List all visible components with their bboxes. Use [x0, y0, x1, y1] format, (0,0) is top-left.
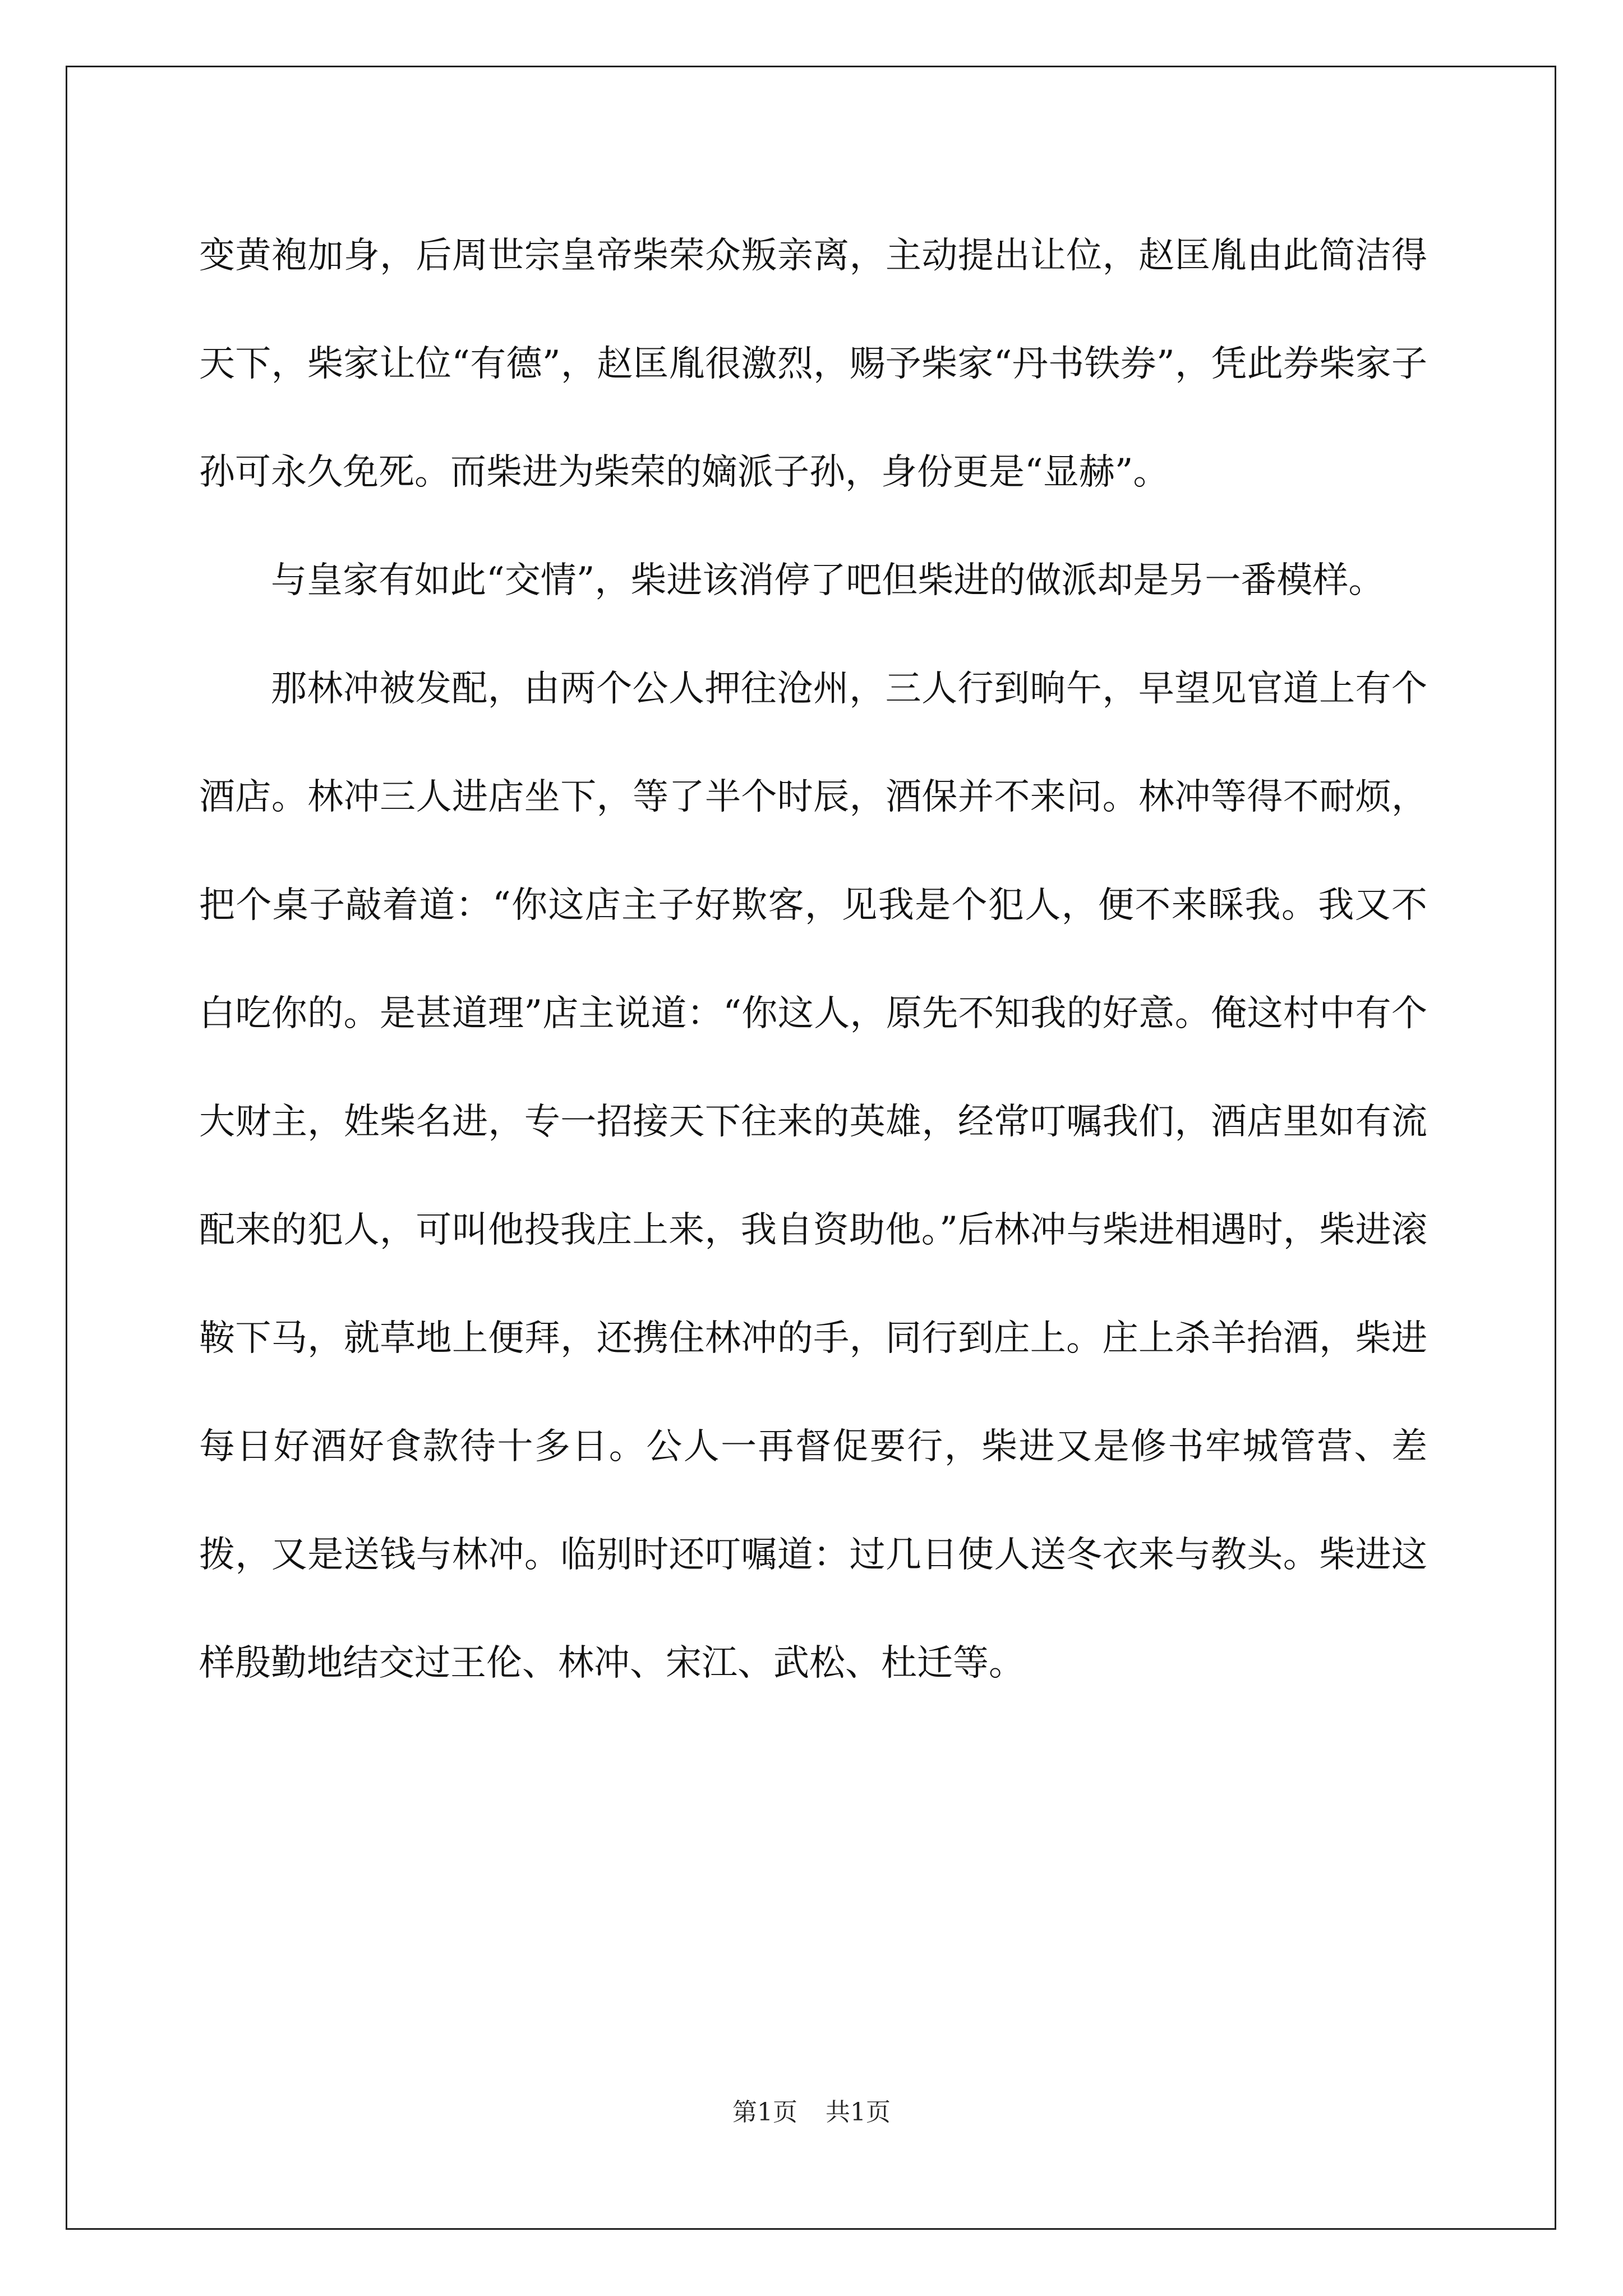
paragraph-3: 那林冲被发配，由两个公人押往沧州，三人行到晌午，早望见官道上有个酒店。林冲三人进店坐下，等了半个时辰，酒保并不来问。林冲等得不耐烦，把个桌子敲着道：“你这店主子好欺客，见我是个犯人，便不来睬我。我又不白吃你的。是甚道理”店主说道：“你这人，原先不知我的好意。俺这村中有个大财主，姓柴名进，专一招接天下往来的英雄，经常叮嘱我们，酒店里如有流配来的犯人，可叫他投我庄上来，我自资助他。”后林冲与柴进相遇时，柴进滚鞍下马，就草地上便拜，还携住林冲的手，同行到庄上。庄上杀羊抬酒，柴进每日好酒好食款待十多日。公人一再督促要行，柴进又是修书牢城管营、差拨，又是送钱与林冲。临别时还叮嘱道：过几日使人送冬衣来与教头。柴进这样殷勤地结交过王伦、林冲、宋江、武松、杜迁等。 — [199, 668, 1427, 1684]
page-footer — [0, 2096, 1623, 2129]
page-number: 第1页 — [732, 2098, 797, 2127]
document-body — [199, 202, 1427, 1718]
paragraph-2: 与皇家有如此“交情”，柴进该消停了吧但柴进的做派却是另一番模样。 — [271, 560, 1385, 601]
page-total: 共1页 — [826, 2098, 891, 2127]
paragraph-1: 变黄袍加身，后周世宗皇帝柴荣众叛亲离，主动提出让位，赵匡胤由此简洁得天下，柴家让位“有德”，赵匡胤很激烈，赐予柴家“丹书铁券”，凭此券柴家子孙可永久免死。而柴进为柴荣的嫡派子孙，身份更是“显赫”。 — [199, 235, 1427, 493]
